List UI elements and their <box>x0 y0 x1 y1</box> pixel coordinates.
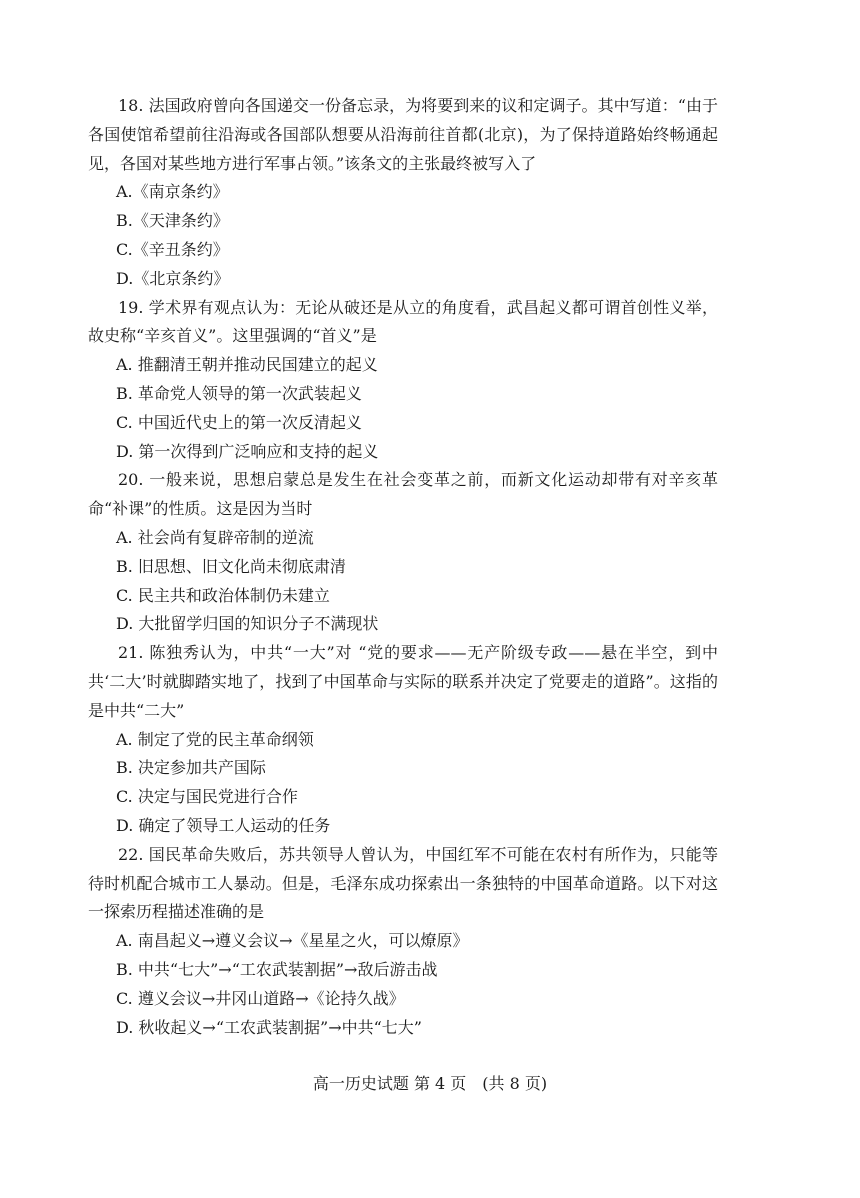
option-list <box>88 726 718 841</box>
question-21 <box>88 639 718 841</box>
option-list <box>88 351 718 466</box>
option-c: C. 遵义会议→井冈山道路→《论持久战》 <box>116 988 405 1008</box>
option-c: C.《辛丑条约》 <box>116 239 229 259</box>
option-b: B. 革命党人领导的第一次武装起义 <box>116 383 362 403</box>
option-a: A. 推翻清王朝并推动民国建立的起义 <box>116 355 378 375</box>
page-footer: 高一历史试题 第 4 页 (共 8 页) <box>312 1074 548 1093</box>
option-list <box>88 927 718 1042</box>
question-stem: 19. 学术界有观点认为：无论从破还是从立的角度看，武昌起义都可谓首创性义举，故史称“辛亥首义”。这里强调的“首义”是 <box>88 297 718 346</box>
option-a: A. 社会尚有复辟帝制的逆流 <box>116 527 314 547</box>
option-list <box>88 524 718 639</box>
option-list <box>88 178 718 293</box>
option-c: C. 决定与国民党进行合作 <box>116 787 298 807</box>
question-18 <box>88 92 718 294</box>
exam-page <box>88 92 718 1042</box>
option-d: D. 大批留学归国的知识分子不满现状 <box>116 614 379 634</box>
question-22 <box>88 841 718 1043</box>
option-b: B.《天津条约》 <box>116 211 229 231</box>
option-c: C. 中国近代史上的第一次反清起义 <box>116 412 362 432</box>
question-19 <box>88 294 718 467</box>
option-b: B. 旧思想、旧文化尚未彻底肃清 <box>116 556 346 576</box>
question-20 <box>88 466 718 639</box>
option-a: A.《南京条约》 <box>116 182 229 202</box>
option-b: B. 中共“七大”→“工农武装割据”→敌后游击战 <box>116 959 438 979</box>
option-b: B. 决定参加共产国际 <box>116 758 266 778</box>
option-a: A. 南昌起义→遵义会议→《星星之火，可以燎原》 <box>116 931 469 951</box>
option-c: C. 民主共和政治体制仍未建立 <box>116 585 330 605</box>
option-a: A. 制定了党的民主革命纲领 <box>116 729 314 749</box>
option-d: D. 秋收起义→“工农武装割据”→中共“七大” <box>116 1017 422 1037</box>
option-d: D. 第一次得到广泛响应和支持的起义 <box>116 441 379 461</box>
question-stem: 18. 法国政府曾向各国递交一份备忘录，为将要到来的议和定调子。其中写道：“由于各国使馆希望前往沿海或各国部队想要从沿海前往首都(北京)，为了保持道路始终畅通起见，各国对某些地方进行军事占领。”该条文的主张最终被写入了 <box>88 96 718 173</box>
question-stem: 21. 陈独秀认为，中共“一大”对 “党的要求——无产阶级专政——悬在半空，到中共‘二大’时就脚踏实地了，找到了中国革命与实际的联系并决定了党要走的道路”。这指的是中共“二大” <box>88 643 718 720</box>
option-d: D. 确定了领导工人运动的任务 <box>116 815 331 835</box>
question-stem: 20. 一般来说，思想启蒙总是发生在社会变革之前，而新文化运动却带有对辛亥革命“补课”的性质。这是因为当时 <box>88 470 718 519</box>
option-d: D.《北京条约》 <box>116 268 230 288</box>
question-stem: 22. 国民革命失败后，苏共领导人曾认为，中国红军不可能在农村有所作为，只能等待时机配合城市工人暴动。但是，毛泽东成功探索出一条独特的中国革命道路。以下对这一探索历程描述准确的是 <box>88 844 718 922</box>
